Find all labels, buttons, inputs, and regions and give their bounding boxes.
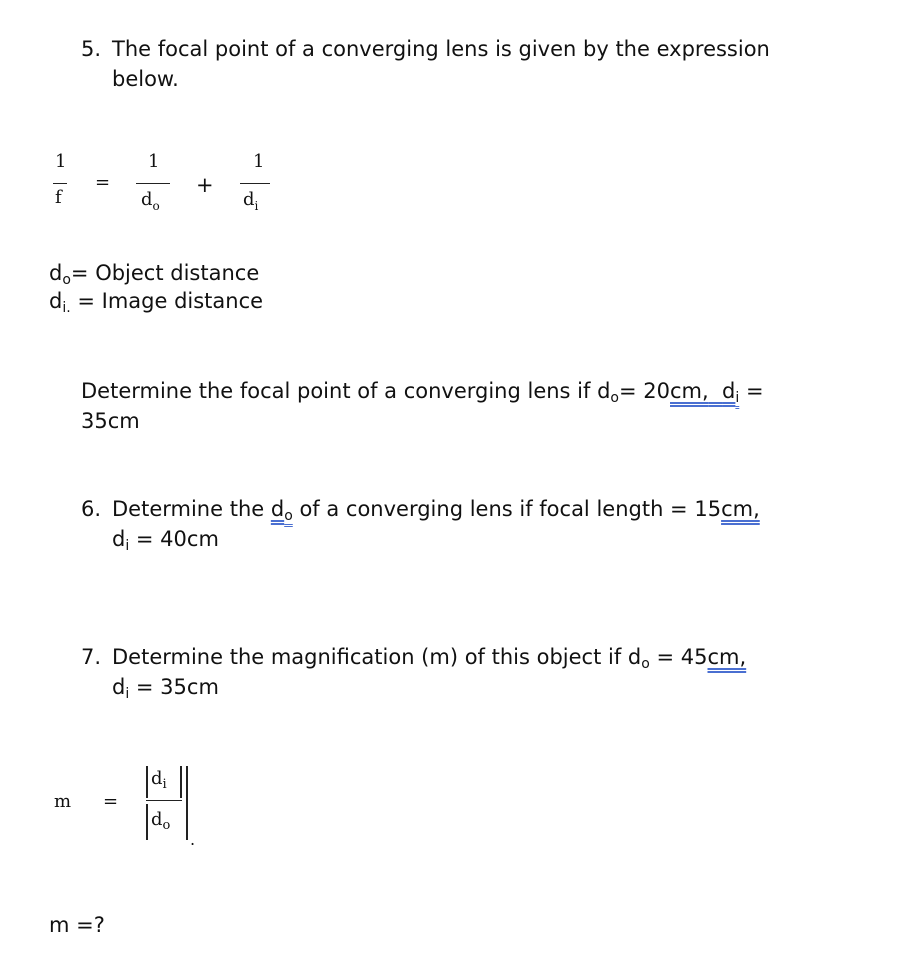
fraction-bar [146, 800, 182, 801]
answer-prompt: m =? [49, 913, 105, 937]
numerator-do: 1 [148, 151, 160, 172]
question-text: The focal point of a converging lens is given by the expression [112, 37, 770, 61]
question-number: 7. [81, 645, 102, 669]
denominator-do: $d_o$ [141, 189, 160, 213]
definition-image-distance: di. = Image distance [49, 289, 264, 316]
question-number: 5. [81, 37, 102, 61]
question-5-task-line2: 35cm [81, 409, 140, 433]
abs-bar [146, 804, 148, 840]
question-7-line2: di = 35cm [112, 675, 219, 702]
numerator-di: 1 [253, 151, 265, 172]
question-5 [81, 34, 770, 64]
fraction-bar [53, 183, 67, 184]
spellcheck-underline: cm, [670, 379, 709, 403]
spellcheck-underline: cm, [707, 645, 747, 669]
fraction-bar [136, 183, 170, 184]
spellcheck-underline: cm, [721, 497, 760, 521]
question-number: 6. [81, 497, 102, 521]
definition-object-distance: do= Object distance [49, 261, 260, 288]
magnification-symbol: m [54, 791, 72, 812]
denominator-do: $d_o$ [151, 809, 171, 833]
question-7: 7. Determine the magnification (m) of this object if do = 45cm, [81, 642, 746, 675]
denominator-di: $d_i$ [243, 189, 259, 213]
numerator-f: 1 [55, 151, 67, 172]
question-6-line2: di = 40cm [112, 527, 219, 554]
abs-bar [180, 766, 182, 798]
abs-bar [146, 766, 148, 798]
question-5-line2: below. [112, 67, 179, 91]
period: . [190, 830, 196, 849]
denominator-f: f [55, 187, 62, 208]
magnification-equation [50, 760, 210, 855]
fraction-bar [240, 183, 270, 184]
abs-bar [186, 766, 188, 840]
lens-equation [40, 150, 280, 230]
question-6: 6. Determine the do of a converging lens if focal length = 15cm, [81, 494, 760, 527]
equals-sign: = [103, 791, 119, 812]
question-5-task: Determine the focal point of a converging lens if do= 20cm, di = [81, 379, 764, 406]
plus-sign: + [196, 173, 214, 197]
equals-sign: = [95, 172, 111, 193]
numerator-di: $d_i$ [151, 768, 167, 792]
